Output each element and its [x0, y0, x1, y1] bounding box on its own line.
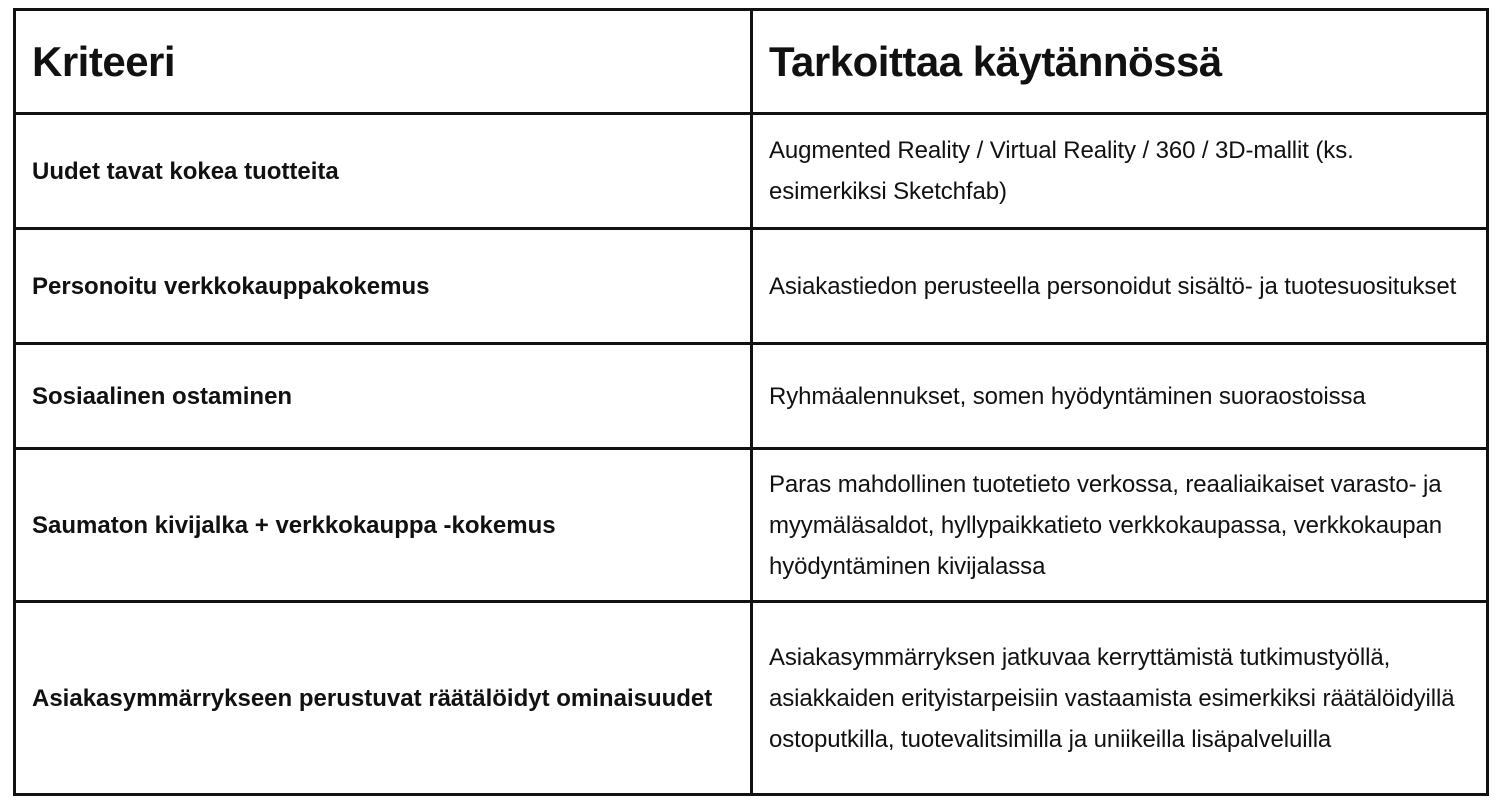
meaning-cell: Augmented Reality / Virtual Reality / 360 / 3D-mallit (ks. esimerkiksi Sketchfab)	[752, 114, 1488, 229]
table-header-row	[15, 10, 1488, 114]
table-row	[15, 602, 1488, 795]
criterion-cell: Sosiaalinen ostaminen	[15, 344, 752, 449]
table-row	[15, 449, 1488, 602]
criterion-cell: Uudet tavat kokea tuotteita	[15, 114, 752, 229]
column-header-meaning: Tarkoittaa käytännössä	[752, 10, 1488, 114]
meaning-cell: Asiakastiedon perusteella personoidut sisältö- ja tuotesuositukset	[752, 229, 1488, 344]
table-row	[15, 114, 1488, 229]
criteria-table	[13, 8, 1489, 796]
column-header-criterion: Kriteeri	[15, 10, 752, 114]
criterion-cell: Asiakasymmärrykseen perustuvat räätälöidyt ominaisuudet	[15, 602, 752, 795]
table-row	[15, 229, 1488, 344]
meaning-cell: Ryhmäalennukset, somen hyödyntäminen suoraostoissa	[752, 344, 1488, 449]
criterion-cell: Saumaton kivijalka + verkkokauppa -kokemus	[15, 449, 752, 602]
meaning-cell: Asiakasymmärryksen jatkuvaa kerryttämistä tutkimustyöllä, asiakkaiden erityistarpeisiin vastaamista esimerkiksi räätälöidyillä ostoputkilla, tuotevalitsimilla ja uniikeilla lisäpalveluilla	[752, 602, 1488, 795]
meaning-cell: Paras mahdollinen tuotetieto verkossa, reaaliaikaiset varasto- ja myymäläsaldot, hyllypaikkatieto verkkokaupassa, verkkokaupan hyödyntäminen kivijalassa	[752, 449, 1488, 602]
criterion-cell: Personoitu verkkokauppakokemus	[15, 229, 752, 344]
table-row	[15, 344, 1488, 449]
